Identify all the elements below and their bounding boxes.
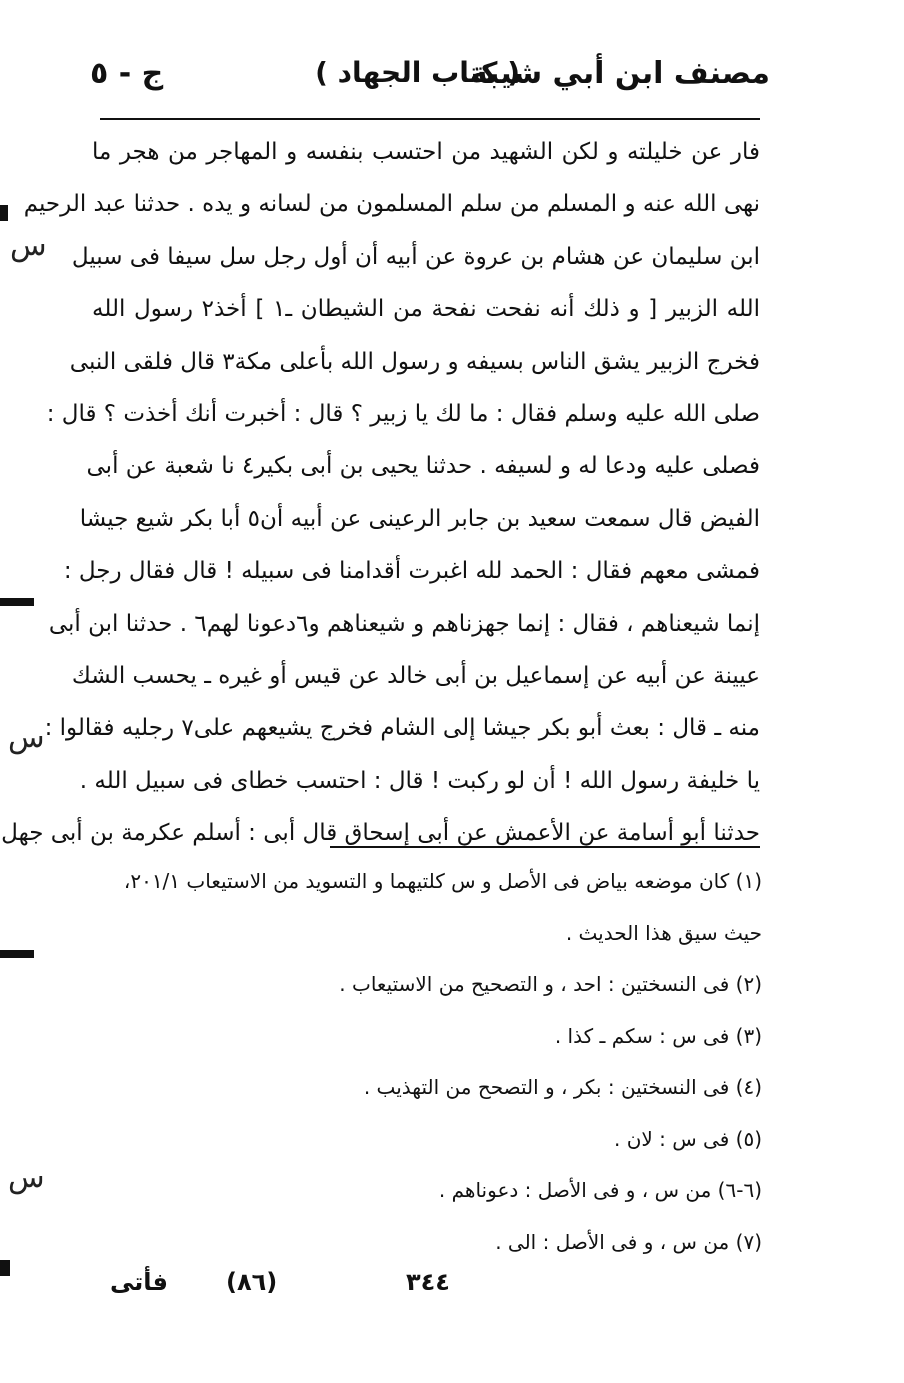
header-rule	[100, 118, 760, 120]
binding-mark	[0, 1260, 10, 1276]
footnote: (٥) فى س : لان .	[614, 1126, 762, 1151]
footnote-rule	[330, 846, 760, 848]
footnote: حيث سيق هذا الحديث .	[565, 920, 762, 945]
page-number: ٣٤٤	[406, 1268, 450, 1296]
margin-tick-icon: ﺱ	[8, 1160, 45, 1195]
text-line: منه ـ قال : بعث أبو بكر جيشا إلى الشام فخرج يشيعهم على٧ رجليه فقالوا :	[44, 715, 760, 742]
text-line: عيينة عن أبيه عن إسماعيل بن أبى خالد عن قيس أو غيره ـ يحسب الشك	[71, 662, 760, 689]
footnote: (١) كان موضعه بياض فى الأصل و س كلتيهما و التسويد من الاستيعاب ٢٠١/١،	[123, 869, 762, 893]
text-line: صلى الله عليه وسلم فقال : ما لك يا زبير ؟ قال : أخبرت أنك أخذت ؟ قال :	[46, 400, 760, 427]
text-line: ابن سليمان عن هشام بن عروة عن أبيه أن أول رجل سل سيفا فى سبيل	[71, 243, 760, 270]
running-header	[90, 56, 770, 106]
margin-tick-icon: ﺱ	[10, 228, 47, 263]
footnote: (٤) فى النسختين : بكر ، و التصحح من التهذيب .	[363, 1075, 762, 1099]
footnotes	[90, 856, 762, 1268]
text-line: إنما شيعناهم ، فقال : إنما جهزناهم و شيعناهم و٦دعونا لهم٦ . حدثنا ابن أبى	[48, 610, 760, 637]
text-line: نهى الله عنه و المسلم من سلم المسلمون من لسانه و يده . حدثنا عبد الرحيم	[23, 191, 760, 218]
text-line: فمشى معهم فقال : الحمد لله اغبرت أقدامنا فى سبيله ! قال فقال رجل :	[63, 558, 760, 585]
signature-mark: (٨٦)	[226, 1268, 278, 1296]
text-line: الفيض قال سمعت سعيد بن جابر الرعينى عن أبيه أن٥ أبا بكر شيع جيشا	[79, 505, 760, 532]
text-line: فار عن خليلته و لكن الشهيد من احتسب بنفسه و المهاجر من هجر ما	[92, 139, 760, 165]
binding-mark	[0, 950, 34, 958]
volume-number: ج - ٥	[90, 56, 164, 91]
section-title: ( كتاب الجهاد )	[315, 56, 520, 89]
catchword: فأتى	[110, 1268, 169, 1296]
binding-mark	[0, 205, 8, 221]
text-line: الله الزبير [ و ذلك أنه نفحت نفحة من الشيطان ـ١ ] أخذ٢ رسول الله	[92, 296, 761, 323]
book-title: مصنف ابن أبي شيبة	[469, 56, 770, 91]
main-text	[1, 126, 761, 859]
footnote: (٧) من س ، و فى الأصل : الى .	[495, 1229, 762, 1254]
text-line: فخرج الزبير يشق الناس بسيفه و رسول الله بأعلى مكة٣ قال فلقى النبى	[69, 348, 760, 375]
text-line: حدثنا أبو أسامة عن الأعمش عن أبى إسحاق قال أبى : أسلم عكرمة بن أبى جهل	[1, 820, 760, 847]
page-footer	[110, 1268, 470, 1308]
footnote: (٣) فى س : سكم ـ كذا .	[554, 1023, 762, 1048]
text-line: يا خليفة رسول الله ! أن لو ركبت ! قال : احتسب خطاى فى سبيل الله .	[79, 767, 760, 794]
margin-tick-icon: ﺱ	[8, 720, 45, 755]
text-line: فصلى عليه ودعا له و لسيفه . حدثنا يحيى بن أبى بكير٤ نا شعبة عن أبى	[86, 453, 760, 480]
footnote: (٦-٦) من س ، و فى الأصل : دعوناهم .	[438, 1178, 762, 1202]
binding-mark	[0, 598, 34, 606]
footnote: (٢) فى النسختين : احد ، و التصحيح من الاستيعاب .	[339, 972, 762, 996]
